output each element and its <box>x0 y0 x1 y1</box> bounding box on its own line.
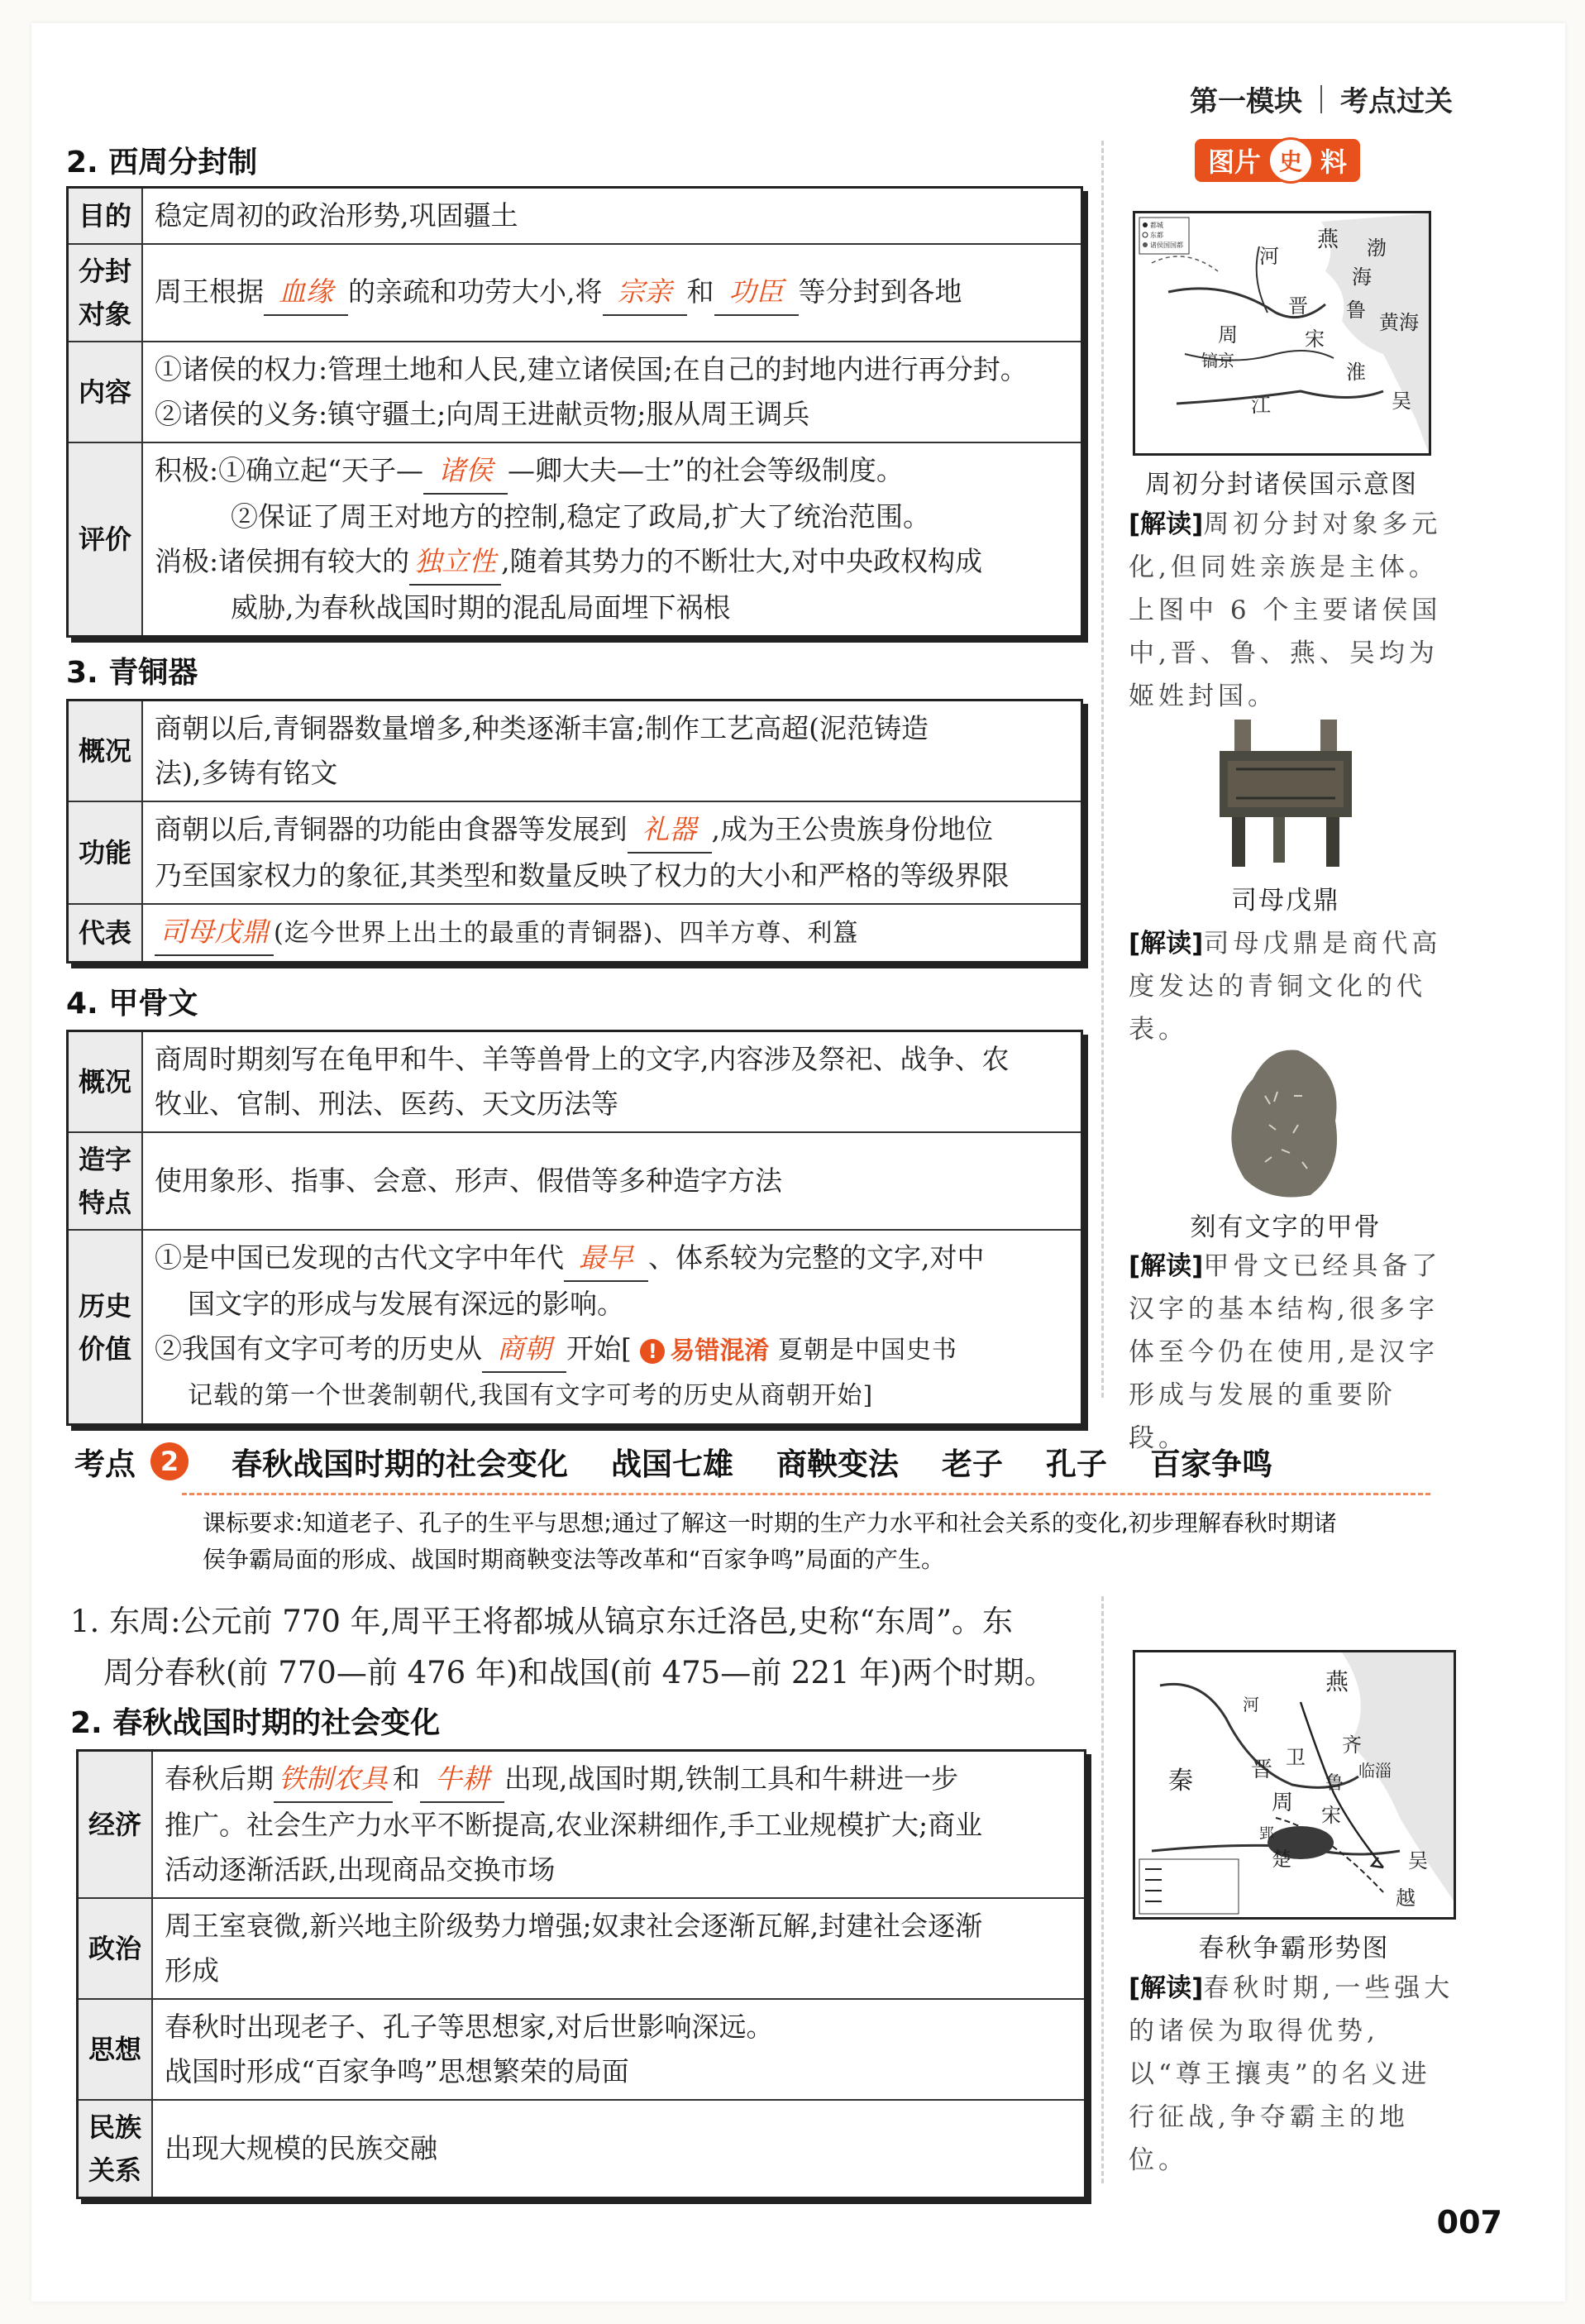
map2-caption: 春秋争霸形势图 <box>1198 1934 1390 1963</box>
table-row <box>68 188 1082 245</box>
map2-label: 河 <box>1243 1695 1259 1714</box>
error-prone-badge: ! 易错混淆 <box>640 1329 769 1374</box>
map1-label: 河 <box>1259 245 1279 268</box>
map1-legend-text: 东都 <box>1150 232 1163 239</box>
kaodian-number: 2 <box>150 1442 189 1480</box>
table-row <box>68 1230 1082 1425</box>
kaodian-label: 考点 <box>74 1447 136 1482</box>
row-header: 概况 <box>68 701 143 802</box>
map-zhou-fiefs <box>1133 211 1431 456</box>
badge-right-text: 料 <box>1320 146 1348 178</box>
map1-note: [解读]周初分封对象多元化,但同姓亲族是主体。上图中 6 个主要诸侯国中,晋、鲁、燕、吴均为姬姓封国。 <box>1129 509 1442 711</box>
row-header: 评价 <box>68 442 143 637</box>
picture-material-badge <box>1195 139 1360 182</box>
table-row <box>68 904 1082 963</box>
badge-circle-text: 史 <box>1268 137 1314 184</box>
row-content: 稳定周初的政治形势,巩固疆土 <box>142 188 1082 245</box>
map1-caption: 周初分封诸侯国示意图 <box>1145 470 1418 500</box>
answer-blank: 诸侯 <box>423 448 508 495</box>
exclamation-icon: ! <box>640 1339 665 1364</box>
table-row <box>78 2100 1086 2198</box>
table-row <box>68 701 1082 802</box>
map2-label: 楚 <box>1272 1848 1291 1871</box>
oracle-note: [解读]甲骨文已经具备了汉字的基本结构,很多字体至今仍在使用,是汉字形成与发展的重要阶段。 <box>1129 1251 1442 1453</box>
answer-blank: 司母戊鼎 <box>155 910 274 956</box>
map1-legend-text: 诸侯国国都 <box>1150 241 1183 249</box>
answer-blank: 血缘 <box>264 270 348 316</box>
ding-caption: 司母戊鼎 <box>1231 886 1340 916</box>
oracle-caption: 刻有文字的甲骨 <box>1190 1212 1382 1242</box>
row-header: 代表 <box>68 904 143 963</box>
row-header: 概况 <box>68 1031 143 1133</box>
kaodian-topic: 商鞅变法 <box>776 1447 899 1482</box>
row-content: 商朝以后,青铜器的功能由食器等发展到 礼器 ,成为王公贵族身份地位 乃至国家权力的象征,其类型和数量反映了权力的大小和严格的等级界限 <box>142 801 1082 904</box>
row-header: 造字 特点 <box>68 1132 143 1230</box>
row-content: 春秋后期 铁制农具 和 牛耕 出现,战国时期,铁制工具和牛耕进一步 推广。社会生产力水平不断提高,农业深耕细作,手工业规模扩大;商业 活动逐渐活跃,出现商品交换市场 <box>152 1751 1086 1899</box>
table-row <box>78 1751 1086 1899</box>
map-spring-autumn <box>1133 1650 1456 1920</box>
kaodian-topic: 战国七雄 <box>611 1447 733 1482</box>
map1-label: 燕 <box>1317 227 1339 252</box>
map1-label: 宋 <box>1305 328 1325 351</box>
row-header: 历史 价值 <box>68 1230 143 1425</box>
map1-label: 晋 <box>1288 294 1308 318</box>
map1-label: 海 <box>1352 265 1372 289</box>
map2-label: 齐 <box>1342 1733 1362 1757</box>
map2-label: 晋 <box>1251 1757 1273 1782</box>
map2-label: 燕 <box>1325 1668 1349 1695</box>
fenfeng-table <box>66 186 1083 638</box>
row-content: ①是中国已发现的古代文字中年代 最早 、体系较为完整的文字,对中 国文字的形成与发展有深远的影响。 ②我国有文字可考的历史从 商朝 开始[ ! 易错混淆 夏朝是中国史书 记载的第一个世袭制朝代,我国有文字可考的历史从商朝开始] <box>142 1230 1082 1425</box>
map1-label: 江 <box>1251 394 1271 417</box>
map2-label: 宋 <box>1321 1804 1341 1827</box>
row-content: 商周时期刻写在龟甲和牛、羊等兽骨上的文字,内容涉及祭祀、战争、农 牧业、官制、刑法、医药、天文历法等 <box>142 1031 1082 1133</box>
answer-blank: 功臣 <box>714 270 799 316</box>
kaodian-topic: 百家争鸣 <box>1150 1447 1272 1482</box>
kaodian-divider <box>182 1493 1430 1495</box>
oracle-table <box>66 1030 1083 1426</box>
table-row <box>68 442 1082 637</box>
row-header: 民族 关系 <box>78 2100 153 2198</box>
map-zhou-fiefs-drawing <box>1135 213 1429 453</box>
social-change-table <box>76 1749 1086 2199</box>
map1-label: 鲁 <box>1346 299 1366 322</box>
map1-label: 黄海 <box>1379 311 1419 334</box>
map1-label: 渤 <box>1367 237 1387 260</box>
column-divider-bottom <box>1101 1596 1104 2183</box>
answer-blank: 独立性 <box>409 539 501 586</box>
row-header: 思想 <box>78 1999 153 2100</box>
table-row <box>78 1999 1086 2100</box>
row-content: 司母戊鼎 (迄今世界上出土的最重的青铜器)、四羊方尊、利簋 <box>142 904 1082 963</box>
map2-label: 郢 <box>1259 1825 1274 1843</box>
section-title-social-change: 2. 春秋战国时期的社会变化 <box>70 1706 441 1740</box>
answer-blank: 牛耕 <box>420 1757 504 1803</box>
map1-label: 周 <box>1218 323 1238 347</box>
row-header: 目的 <box>68 188 143 245</box>
column-divider-top <box>1101 141 1104 1398</box>
curriculum-requirement: 课标要求:知道老子、孔子的生平与思想;通过了解这一时期的生产力水平和社会关系的变化,初步理解春秋时期诸 侯争霸局面的形成、战国时期商鞅变法等改革和“百家争鸣”局面的产生。 <box>203 1509 1337 1573</box>
map2-label: 临淄 <box>1358 1761 1392 1781</box>
row-header: 内容 <box>68 342 143 442</box>
map2-label: 秦 <box>1168 1767 1193 1796</box>
row-content: 使用象形、指事、会意、形声、假借等多种造字方法 <box>142 1132 1082 1230</box>
table-row <box>68 1031 1082 1133</box>
row-header: 功能 <box>68 801 143 904</box>
section-title-oracle: 4. 甲骨文 <box>66 987 198 1021</box>
section-title-bronze: 3. 青铜器 <box>66 656 198 690</box>
row-header: 分封 对象 <box>68 244 143 342</box>
table-row <box>68 244 1082 342</box>
table-row <box>68 801 1082 904</box>
table-row <box>78 1898 1086 1999</box>
map2-label: 吴 <box>1408 1849 1428 1872</box>
badge-left-text: 图片 <box>1207 146 1261 178</box>
header-separator <box>1320 85 1322 113</box>
table-row <box>68 342 1082 442</box>
map1-label: 吴 <box>1392 390 1411 413</box>
map1-label: 镐京 <box>1201 351 1234 371</box>
ding-note: [解读]司母戊鼎是商代高度发达的青铜文化的代表。 <box>1129 929 1442 1045</box>
map2-label: 卫 <box>1286 1746 1306 1769</box>
kaodian-topic: 孔子 <box>1046 1447 1107 1482</box>
kaodian-heading <box>74 1439 1272 1484</box>
map1-label: 淮 <box>1346 361 1366 384</box>
answer-blank: 商朝 <box>482 1327 566 1373</box>
row-content: 周王根据 血缘 的亲疏和功劳大小,将 宗亲 和 功臣 等分封到各地 <box>142 244 1082 342</box>
row-content: 春秋时出现老子、孔子等思想家,对后世影响深远。 战国时形成“百家争鸣”思想繁荣的局面 <box>152 1999 1086 2100</box>
row-content: 周王室衰微,新兴地主阶级势力增强;奴隶社会逐渐瓦解,封建社会逐渐 形成 <box>152 1898 1086 1999</box>
answer-blank: 礼器 <box>628 807 712 854</box>
answer-blank: 宗亲 <box>603 270 687 316</box>
map2-label: 越 <box>1396 1886 1416 1910</box>
module-label: 第一模块 <box>1190 85 1302 118</box>
map2-label: 鲁 <box>1325 1773 1344 1794</box>
row-content: 积极:①确立起“天子— 诸侯 —卿大夫—士”的社会等级制度。 ②保证了周王对地方的控制,稳定了政局,扩大了统治范围。 消极:诸侯拥有较大的 独立性 ,随着其势力的不断壮大,对中央政权构成 威胁,为春秋战国时期的混乱局面埋下祸根 <box>142 442 1082 637</box>
row-header: 经济 <box>78 1751 153 1899</box>
row-header: 政治 <box>78 1898 153 1999</box>
section-label: 考点过关 <box>1340 85 1453 118</box>
answer-blank: 铁制农具 <box>274 1757 393 1803</box>
oracle-bone-image <box>1220 1046 1352 1203</box>
row-content: 商朝以后,青铜器数量增多,种类逐渐丰富;制作工艺高超(泥范铸造 法),多铸有铭文 <box>142 701 1082 802</box>
map-spring-autumn-drawing <box>1135 1652 1454 1917</box>
page-header <box>1190 79 1453 119</box>
simuwu-ding-image <box>1203 720 1368 873</box>
page-number: 007 <box>1436 2204 1502 2240</box>
row-content: 出现大规模的民族交融 <box>152 2100 1086 2198</box>
kaodian-topic: 春秋战国时期的社会变化 <box>232 1447 568 1482</box>
map2-note: [解读]春秋时期,一些强大的诸侯为取得优势,以“尊王攘夷”的名义进行征战,争夺霸主的地位。 <box>1129 1973 1454 2175</box>
map1-legend-text: 都城 <box>1150 222 1163 229</box>
section-title-fenfeng: 2. 西周分封制 <box>66 146 258 179</box>
oracle-bone-drawing <box>1220 1046 1352 1203</box>
table-row <box>68 1132 1082 1230</box>
bronze-table <box>66 699 1083 964</box>
row-content: ①诸侯的权力:管理土地和人民,建立诸侯国;在自己的封地内进行再分封。 ②诸侯的义务:镇守疆土;向周王进献贡物;服从周王调兵 <box>142 342 1082 442</box>
map2-label: 周 <box>1272 1791 1294 1815</box>
ding-drawing <box>1203 720 1368 873</box>
kaodian-topic: 老子 <box>942 1447 1003 1482</box>
answer-blank: 最早 <box>564 1236 648 1282</box>
dongzhou-paragraph: 1. 东周:公元前 770 年,周平王将都城从镐京东迁洛邑,史称“东周”。东 周分春秋(前 770—前 476 年)和战国(前 475—前 221 年)两个时期。 <box>70 1604 1055 1690</box>
